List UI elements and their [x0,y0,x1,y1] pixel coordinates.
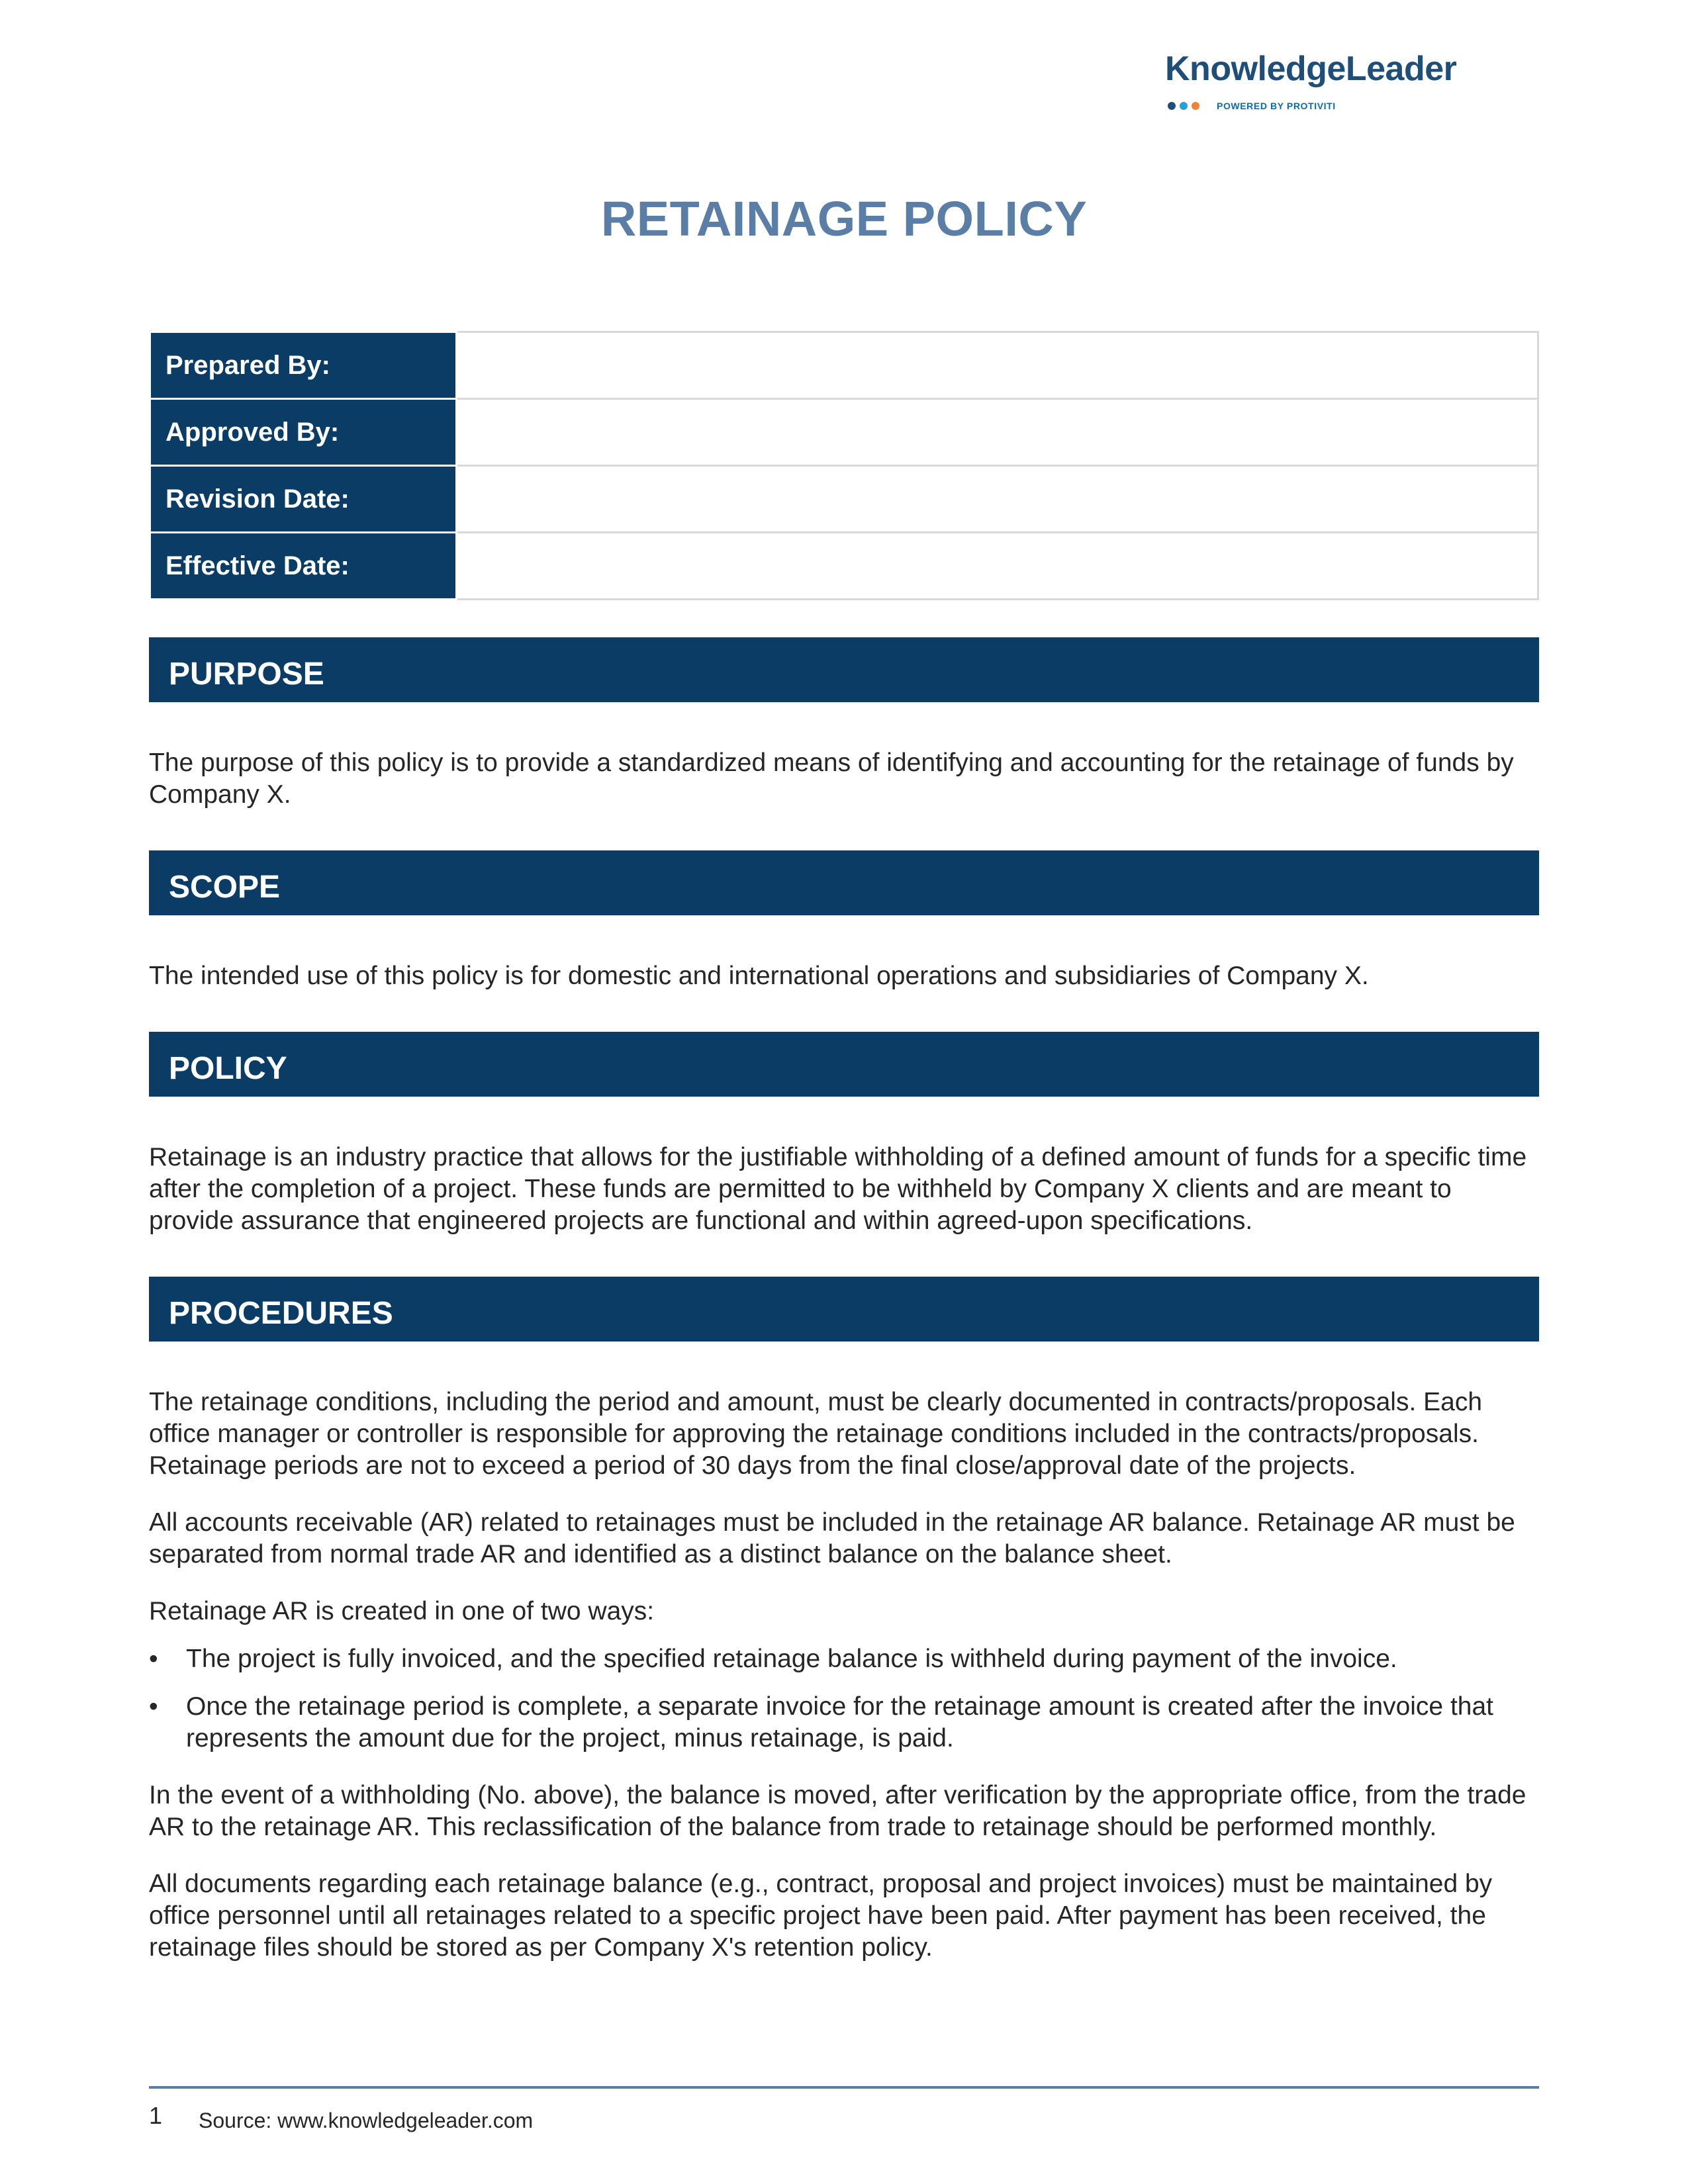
document-title: RETAINAGE POLICY [600,191,1088,246]
procedures-paragraph: Retainage AR is created in one of two ways: [149,1597,655,1625]
list-item: • Once the retainage period is complete, a separate invoice for the retainage amount is created after the invoice that represents the amount due for the project, minus retainage, is paid. [149,1691,1539,1754]
page-number: 1 [149,2102,163,2129]
policy-heading: POLICY [149,1032,1539,1097]
scope-heading: SCOPE [149,850,1539,915]
document-body [149,637,1539,1964]
effective-date-field[interactable] [457,533,1538,600]
approved-by-field[interactable] [457,399,1538,466]
approved-by-label: Approved By: [150,399,457,466]
policy-paragraph: Retainage is an industry practice that allows for the justifiable withholding of a defined amount of funds for a specific time after the completion of a project. These funds are permitted to be withheld by Company X clients and are meant to provide assurance that engineered projects are functional and within agreed-upon specifications. [149,1143,1527,1235]
logo-wordmark: KnowledgeLeader [1165,50,1457,88]
procedures-paragraph: The retainage conditions, including the period and amount, must be clearly documented in contracts/proposals. Each office manager or controller is responsible for approving the retainage conditions included in the contracts/proposals. Retainage periods are not to exceed a period of 30 days from the final close/approval date of the projects. [149,1388,1483,1480]
purpose-paragraph: The purpose of this policy is to provide a standardized means of identifying and accounting for the retainage of funds by Company X. [149,749,1514,809]
footer-divider [149,2086,1539,2089]
purpose-heading: PURPOSE [149,637,1539,702]
table-row [150,332,1538,399]
retainage-ways-list [149,1643,1539,1754]
procedures-paragraph: In the event of a withholding (No. above), the balance is moved, after verification by the appropriate office, from the trade AR to the retainage AR. This reclassification of the balance from trade to retainage should be performed monthly. [149,1781,1526,1841]
logo-dot [1168,102,1176,110]
logo-dot [1192,102,1199,110]
procedures-paragraph: All documents regarding each retainage balance (e.g., contract, proposal and project invoices) must be maintained by office personnel until all retainages related to a specific project have been paid. After payment has been received, the retainage files should be stored as per Company X's retention policy. [149,1870,1493,1962]
logo-dots-icon [1168,102,1199,110]
procedures-heading: PROCEDURES [149,1277,1539,1342]
source-note: Source: www.knowledgeleader.com [199,2109,534,2132]
table-row [150,533,1538,600]
scope-paragraph: The intended use of this policy is for domestic and international operations and subsidiaries of Company X. [149,962,1369,990]
table-row [150,399,1538,466]
list-item: • The project is fully invoiced, and the specified retainage balance is withheld during payment of the invoice. [149,1643,1539,1675]
knowledgeleader-logo [1165,52,1536,111]
procedures-paragraph: All accounts receivable (AR) related to retainages must be included in the retainage AR balance. Retainage AR must be separated from normal trade AR and identified as a distinct balance on the balance sheet. [149,1508,1515,1569]
revision-date-field[interactable] [457,466,1538,533]
table-row [150,466,1538,533]
logo-tagline: POWERED BY PROTIVITI [1217,101,1336,111]
effective-date-label: Effective Date: [150,533,457,600]
logo-subline [1165,101,1536,111]
revision-date-label: Revision Date: [150,466,457,533]
prepared-by-field[interactable] [457,332,1538,399]
logo-dot [1180,102,1188,110]
prepared-by-label: Prepared By: [150,332,457,399]
approval-table [149,331,1539,600]
